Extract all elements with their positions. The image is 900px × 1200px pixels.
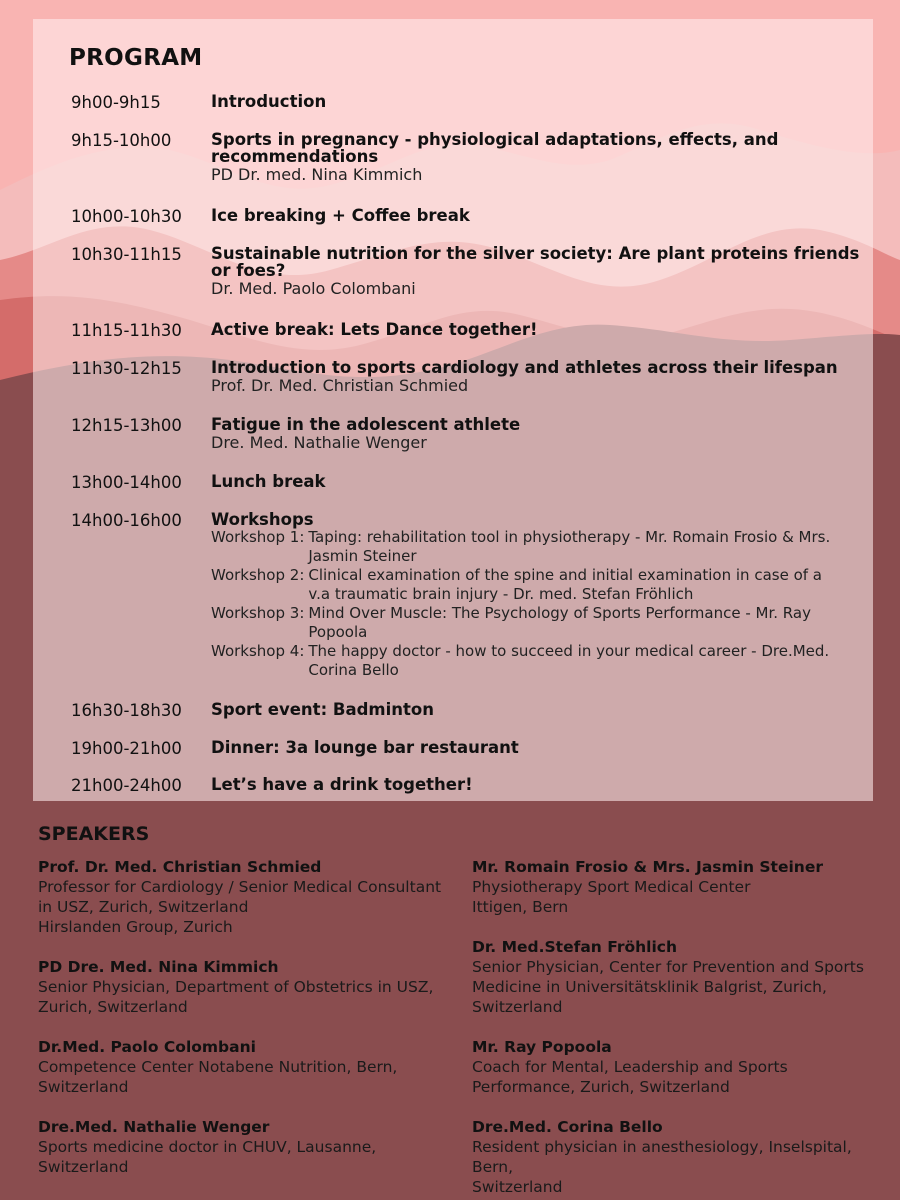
speaker-card	[472, 1117, 892, 1197]
workshop-item	[211, 642, 867, 680]
speaker-description: Professor for Cardiology / Senior Medical Consultant in USZ, Zurich, Switzerland Hirslanden Group, Zurich	[38, 878, 442, 936]
speaker-description: Resident physician in anesthesiology, Inselspital, Bern, Switzerland	[472, 1138, 852, 1196]
speaker-description: Sports medicine doctor in CHUV, Lausanne, Switzerland	[38, 1138, 377, 1176]
program-session-title: Fatigue in the adolescent athlete	[211, 415, 521, 434]
speakers-section	[0, 820, 900, 1200]
program-time: 10h00-10h30	[71, 207, 182, 226]
speaker-card	[472, 857, 892, 917]
speaker-name: Mr. Ray Popoola	[472, 1038, 612, 1056]
workshop-label: Workshop 3:	[211, 604, 305, 622]
workshop-text: Mind Over Muscle: The Psychology of Sports Performance - Mr. Ray Popoola	[308, 604, 811, 641]
program-time: 11h30-12h15	[71, 359, 182, 378]
program-time: 10h30-11h15	[71, 245, 182, 264]
program-time: 13h00-14h00	[71, 473, 182, 492]
program-session-title: Introduction	[211, 92, 327, 111]
program-session-title: Introduction to sports cardiology and athletes across their lifespan	[211, 358, 838, 377]
speaker-card	[38, 857, 458, 937]
speakers-title: SPEAKERS	[38, 823, 150, 845]
speaker-name: Prof. Dr. Med. Christian Schmied	[38, 858, 322, 876]
speaker-card	[472, 1037, 892, 1097]
program-session-title: Sport event: Badminton	[211, 700, 434, 719]
workshop-text: Taping: rehabilitation tool in physiotherapy - Mr. Romain Frosio & Mrs. Jasmin Steiner	[308, 528, 831, 565]
workshop-label: Workshop 4:	[211, 642, 305, 660]
program-session-speaker: Dre. Med. Nathalie Wenger	[211, 433, 427, 452]
speaker-description: Coach for Mental, Leadership and Sports Performance, Zurich, Switzerland	[472, 1058, 788, 1096]
program-session-speaker: PD Dr. med. Nina Kimmich	[211, 165, 423, 184]
program-session-speaker: Dr. Med. Paolo Colombani	[211, 279, 416, 298]
speaker-card	[38, 1037, 458, 1097]
workshop-label: Workshop 2:	[211, 566, 305, 584]
program-session-title: Sports in pregnancy - physiological adaptations, effects, and recommendations	[211, 130, 779, 166]
program-session-title: Ice breaking + Coffee break	[211, 206, 470, 225]
program-session-speaker: Prof. Dr. Med. Christian Schmied	[211, 376, 469, 395]
speaker-name: PD Dre. Med. Nina Kimmich	[38, 958, 279, 976]
workshop-list	[211, 528, 867, 680]
program-panel	[33, 19, 873, 801]
program-time: 9h00-9h15	[71, 93, 161, 112]
speaker-description: Competence Center Notabene Nutrition, Bern, Switzerland	[38, 1058, 398, 1096]
program-time: 9h15-10h00	[71, 131, 172, 150]
speaker-name: Mr. Romain Frosio & Mrs. Jasmin Steiner	[472, 858, 823, 876]
workshop-item	[211, 528, 867, 566]
program-session-title: Sustainable nutrition for the silver society: Are plant proteins friends or foes?	[211, 244, 860, 280]
program-session-title: Active break: Lets Dance together!	[211, 320, 538, 339]
speaker-description: Senior Physician, Department of Obstetrics in USZ, Zurich, Switzerland	[38, 978, 434, 1016]
program-time: 21h00-24h00	[71, 776, 182, 795]
speaker-description: Senior Physician, Center for Prevention and Sports Medicine in Universitätsklinik Balgrist, Zurich, Switzerland	[472, 958, 864, 1016]
speaker-name: Dre.Med. Corina Bello	[472, 1118, 663, 1136]
workshop-label: Workshop 1:	[211, 528, 305, 546]
program-session-title: Let’s have a drink together!	[211, 775, 473, 794]
speaker-card	[472, 937, 892, 1017]
speaker-description: Physiotherapy Sport Medical Center Ittigen, Bern	[472, 878, 751, 916]
program-title: PROGRAM	[69, 45, 203, 71]
workshop-text: The happy doctor - how to succeed in your medical career - Dre.Med. Corina Bello	[308, 642, 830, 679]
workshop-item	[211, 566, 867, 604]
program-session-title: Dinner: 3a lounge bar restaurant	[211, 738, 519, 757]
speaker-card	[38, 957, 458, 1017]
program-session-title: Lunch break	[211, 472, 326, 491]
program-time: 16h30-18h30	[71, 701, 182, 720]
speaker-name: Dr. Med.Stefan Fröhlich	[472, 938, 677, 956]
program-time: 14h00-16h00	[71, 511, 182, 530]
speaker-name: Dre.Med. Nathalie Wenger	[38, 1118, 270, 1136]
workshop-text: Clinical examination of the spine and initial examination in case of a v.a traumatic brain injury - Dr. med. Stefan Fröhlich	[308, 566, 822, 603]
program-time: 12h15-13h00	[71, 416, 182, 435]
speaker-card	[38, 1117, 458, 1177]
program-time: 19h00-21h00	[71, 739, 182, 758]
workshop-item	[211, 604, 867, 642]
speaker-name: Dr.Med. Paolo Colombani	[38, 1038, 256, 1056]
program-time: 11h15-11h30	[71, 321, 182, 340]
program-session-title: Workshops	[211, 510, 314, 529]
